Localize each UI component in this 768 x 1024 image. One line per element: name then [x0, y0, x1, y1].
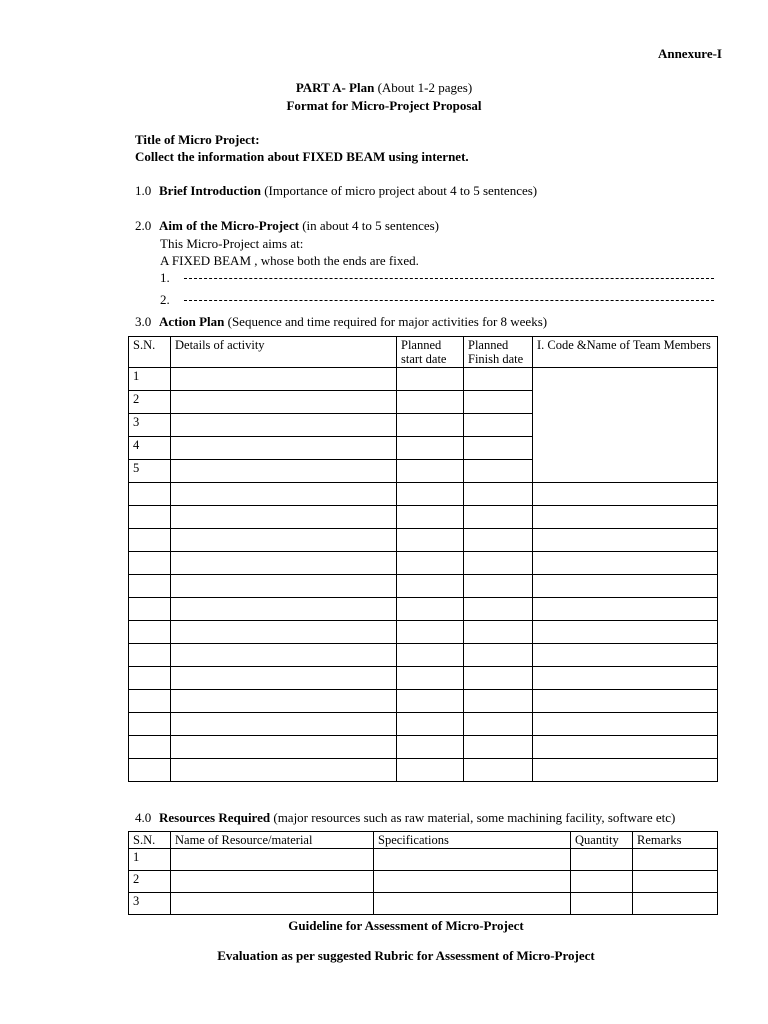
row-sn: 3 — [129, 414, 171, 437]
row-sn — [129, 713, 171, 736]
aim-item-1-dashes — [184, 278, 714, 279]
res-header-specifications: Specifications — [374, 832, 571, 849]
aim-line-1: This Micro-Project aims at: — [160, 236, 304, 251]
row-sn — [129, 575, 171, 598]
cell-resource-name[interactable] — [171, 871, 374, 893]
row-sn — [129, 667, 171, 690]
row-sn — [129, 529, 171, 552]
table-row — [129, 368, 718, 391]
cell-activity[interactable] — [171, 460, 397, 483]
title-label: Title of Micro Project: — [135, 132, 260, 147]
cell-start-date[interactable] — [397, 529, 464, 552]
cell-start-date[interactable] — [397, 368, 464, 391]
resources-header-row — [129, 832, 718, 849]
cell-start-date[interactable] — [397, 414, 464, 437]
cell-start-date[interactable] — [397, 759, 464, 782]
cell-start-date[interactable] — [397, 690, 464, 713]
cell-activity[interactable] — [171, 414, 397, 437]
cell-activity[interactable] — [171, 667, 397, 690]
cell-start-date[interactable] — [397, 483, 464, 506]
table-row — [129, 667, 718, 690]
row-sn: 3 — [129, 893, 171, 915]
col-header-team-members: I. Code &Name of Team Members — [533, 337, 718, 368]
cell-quantity[interactable] — [571, 893, 633, 915]
row-sn — [129, 621, 171, 644]
aim-item-1: 1. — [160, 270, 170, 285]
cell-activity[interactable] — [171, 437, 397, 460]
cell-start-date[interactable] — [397, 552, 464, 575]
cell-remarks[interactable] — [633, 849, 718, 871]
cell-finish-date[interactable] — [464, 621, 533, 644]
cell-finish-date[interactable] — [464, 667, 533, 690]
cell-start-date[interactable] — [397, 598, 464, 621]
cell-activity[interactable] — [171, 690, 397, 713]
cell-quantity[interactable] — [571, 849, 633, 871]
cell-team-members[interactable] — [533, 483, 718, 506]
table-row — [129, 713, 718, 736]
cell-team-members[interactable] — [533, 736, 718, 759]
res-header-remarks: Remarks — [633, 832, 718, 849]
cell-activity[interactable] — [171, 644, 397, 667]
row-sn — [129, 644, 171, 667]
row-sn — [129, 736, 171, 759]
table-row — [129, 483, 718, 506]
cell-activity[interactable] — [171, 736, 397, 759]
cell-start-date[interactable] — [397, 713, 464, 736]
row-sn: 1 — [129, 368, 171, 391]
cell-team-members[interactable] — [533, 667, 718, 690]
table-row — [129, 529, 718, 552]
col-header-finish-date: Planned Finish date — [464, 337, 533, 368]
table-row — [129, 849, 718, 871]
row-sn — [129, 506, 171, 529]
cell-remarks[interactable] — [633, 893, 718, 915]
cell-activity[interactable] — [171, 575, 397, 598]
row-sn: 4 — [129, 437, 171, 460]
cell-start-date[interactable] — [397, 437, 464, 460]
cell-team-members[interactable] — [533, 529, 718, 552]
cell-resource-name[interactable] — [171, 893, 374, 915]
table-row — [129, 598, 718, 621]
row-sn: 2 — [129, 391, 171, 414]
table-row — [129, 690, 718, 713]
cell-quantity[interactable] — [571, 871, 633, 893]
cell-finish-date[interactable] — [464, 506, 533, 529]
annexure-label: Annexure-I — [657, 46, 722, 61]
cell-finish-date[interactable] — [464, 460, 533, 483]
cell-activity[interactable] — [171, 598, 397, 621]
table-row — [129, 644, 718, 667]
res-header-sn: S.N. — [129, 832, 171, 849]
cell-start-date[interactable] — [397, 736, 464, 759]
section-aim: 2.0 Aim of the Micro-Project (in about 4 to 5 sentences) — [135, 218, 440, 233]
cell-activity[interactable] — [171, 759, 397, 782]
format-title: Format for Micro-Project Proposal — [286, 98, 482, 113]
cell-finish-date[interactable] — [464, 552, 533, 575]
cell-finish-date[interactable] — [464, 598, 533, 621]
aim-item-2: 2. — [160, 292, 170, 307]
section-resources: 4.0 Resources Required (major resources such as raw material, some machining facility, software etc) — [135, 810, 676, 825]
cell-team-members[interactable] — [533, 621, 718, 644]
cell-start-date[interactable] — [397, 460, 464, 483]
cell-team-members[interactable] — [533, 552, 718, 575]
cell-team-members[interactable] — [533, 506, 718, 529]
cell-activity[interactable] — [171, 621, 397, 644]
cell-remarks[interactable] — [633, 871, 718, 893]
cell-finish-date[interactable] — [464, 713, 533, 736]
cell-finish-date[interactable] — [464, 483, 533, 506]
col-header-activity: Details of activity — [171, 337, 397, 368]
cell-finish-date[interactable] — [464, 644, 533, 667]
aim-item-2-dashes — [184, 300, 714, 301]
cell-team-members[interactable] — [533, 575, 718, 598]
cell-start-date[interactable] — [397, 575, 464, 598]
table-row — [129, 575, 718, 598]
cell-finish-date[interactable] — [464, 529, 533, 552]
section-action-plan: 3.0 Action Plan (Sequence and time required for major activities for 8 weeks) — [135, 314, 548, 329]
cell-team-members[interactable] — [533, 713, 718, 736]
row-sn: 2 — [129, 871, 171, 893]
table-row — [129, 736, 718, 759]
cell-start-date[interactable] — [397, 391, 464, 414]
cell-activity[interactable] — [171, 483, 397, 506]
row-sn — [129, 483, 171, 506]
cell-finish-date[interactable] — [464, 368, 533, 391]
table-row — [129, 506, 718, 529]
cell-activity[interactable] — [171, 368, 397, 391]
row-sn: 5 — [129, 460, 171, 483]
aim-line-2: A FIXED BEAM , whose both the ends are fixed. — [160, 253, 419, 268]
table-row — [129, 552, 718, 575]
cell-activity[interactable] — [171, 391, 397, 414]
row-sn — [129, 690, 171, 713]
cell-specifications[interactable] — [374, 871, 571, 893]
cell-finish-date[interactable] — [464, 736, 533, 759]
cell-start-date[interactable] — [397, 667, 464, 690]
row-sn — [129, 552, 171, 575]
table-row — [129, 621, 718, 644]
cell-start-date[interactable] — [397, 621, 464, 644]
row-sn: 1 — [129, 849, 171, 871]
table-row — [129, 893, 718, 915]
row-sn — [129, 598, 171, 621]
table-row — [129, 871, 718, 893]
cell-activity[interactable] — [171, 552, 397, 575]
cell-specifications[interactable] — [374, 849, 571, 871]
part-title: PART A- Plan (About 1-2 pages) — [295, 80, 473, 95]
guideline-heading: Guideline for Assessment of Micro-Project — [288, 918, 524, 933]
res-header-name: Name of Resource/material — [171, 832, 374, 849]
cell-specifications[interactable] — [374, 893, 571, 915]
table-row — [129, 759, 718, 782]
cell-finish-date[interactable] — [464, 690, 533, 713]
action-plan-header-row — [129, 337, 718, 368]
blank-rows — [129, 483, 718, 782]
cell-finish-date[interactable] — [464, 759, 533, 782]
cell-team-members[interactable] — [533, 644, 718, 667]
cell-team-members[interactable] — [533, 598, 718, 621]
action-plan-table — [128, 336, 718, 782]
title-value: Collect the information about FIXED BEAM using internet. — [135, 149, 469, 164]
evaluation-heading: Evaluation as per suggested Rubric for Assessment of Micro-Project — [217, 948, 595, 963]
cell-resource-name[interactable] — [171, 849, 374, 871]
res-header-quantity: Quantity — [571, 832, 633, 849]
cell-activity[interactable] — [171, 506, 397, 529]
col-header-start-date: Planned start date — [397, 337, 464, 368]
cell-finish-date[interactable] — [464, 437, 533, 460]
resources-table — [128, 831, 718, 915]
cell-activity[interactable] — [171, 713, 397, 736]
section-brief-intro: 1.0 Brief Introduction (Importance of micro project about 4 to 5 sentences) — [135, 183, 538, 198]
cell-finish-date[interactable] — [464, 414, 533, 437]
row-sn — [129, 759, 171, 782]
cell-activity[interactable] — [171, 529, 397, 552]
cell-finish-date[interactable] — [464, 575, 533, 598]
cell-start-date[interactable] — [397, 644, 464, 667]
col-header-sn: S.N. — [129, 337, 171, 368]
cell-team-members[interactable] — [533, 759, 718, 782]
cell-team-members[interactable] — [533, 690, 718, 713]
cell-finish-date[interactable] — [464, 391, 533, 414]
cell-team-members[interactable] — [533, 368, 718, 483]
cell-start-date[interactable] — [397, 506, 464, 529]
